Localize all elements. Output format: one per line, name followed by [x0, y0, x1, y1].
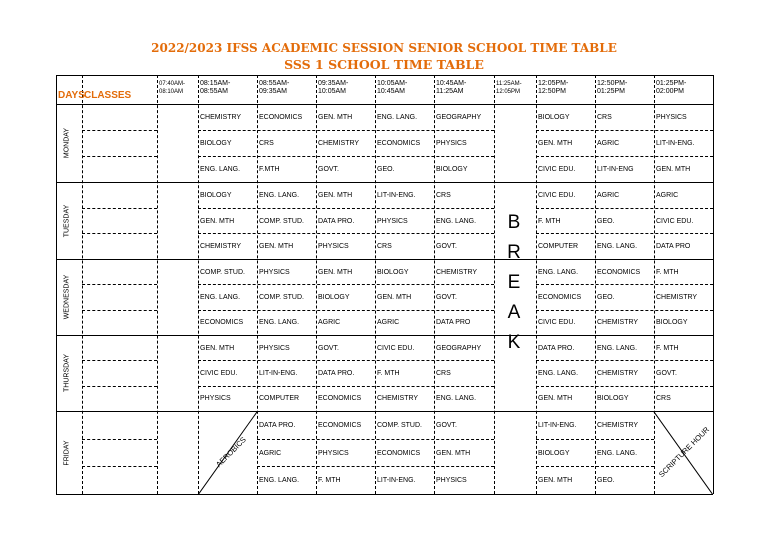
- subject-cell: GOVT.: [656, 370, 678, 377]
- subject-cell: LIT-IN-ENG.: [377, 477, 416, 485]
- grid-line-vertical: [157, 75, 158, 494]
- subject-cell: BIOLOGY: [597, 395, 629, 403]
- subject-cell: CIVIC EDU.: [200, 370, 238, 377]
- subject-cell: LIT-IN-ENG.: [538, 421, 577, 429]
- subject-cell: GEN. MTH: [318, 268, 353, 276]
- page-subtitle: SSS 1 SCHOOL TIME TABLE: [284, 57, 484, 72]
- grid-line-horizontal: [536, 310, 713, 311]
- header-classes: CLASSES: [84, 90, 132, 101]
- subject-cell: F. MTH: [377, 370, 400, 377]
- grid-line-vertical: [713, 75, 714, 494]
- subject-cell: GOVT.: [318, 166, 340, 173]
- subject-cell: GEO.: [377, 166, 395, 173]
- grid-line-horizontal: [56, 494, 713, 495]
- subject-cell: BIOLOGY: [318, 294, 350, 301]
- grid-line-horizontal: [198, 208, 494, 209]
- subject-cell: CRS: [259, 140, 274, 147]
- grid-line-horizontal: [536, 284, 713, 285]
- subject-cell: CHEMISTRY: [200, 114, 242, 121]
- subject-cell: BIOLOGY: [200, 140, 232, 147]
- grid-line-horizontal: [536, 130, 713, 131]
- subject-cell: CRS: [377, 243, 392, 251]
- subject-cell: GEN. MTH: [538, 395, 573, 403]
- subject-cell: F. MTH: [656, 268, 679, 276]
- grid-line-horizontal: [536, 233, 713, 234]
- subject-cell: ENG. LANG.: [200, 166, 241, 173]
- header-time-slot: 09:35AM- 10:05AM: [318, 80, 349, 95]
- scripture-hour-label: SCRIPTURE HOUR: [656, 424, 712, 480]
- subject-cell: DATA PRO.: [318, 217, 355, 225]
- grid-line-horizontal: [198, 386, 494, 387]
- subject-cell: BIOLOGY: [538, 114, 570, 121]
- header-time-slot: 12:05PM- 12:50PM: [538, 80, 569, 95]
- subject-cell: AGRIC: [597, 140, 620, 147]
- subject-cell: COMPUTER: [259, 395, 300, 403]
- grid-line-vertical: [654, 75, 655, 494]
- grid-line-horizontal: [56, 104, 713, 105]
- subject-cell: GEOGRAPHY: [436, 114, 482, 121]
- grid-line-horizontal: [198, 156, 494, 157]
- break-letter: R: [507, 242, 521, 263]
- subject-cell: ENG. LANG.: [597, 344, 638, 352]
- grid-line-horizontal: [82, 386, 157, 387]
- subject-cell: ECONOMICS: [200, 319, 244, 327]
- grid-line-vertical: [316, 75, 317, 494]
- subject-cell: GEN. MTH: [318, 191, 353, 199]
- grid-line-vertical: [536, 75, 537, 494]
- subject-cell: COMP. STUD.: [377, 421, 422, 429]
- subject-cell: PHYSICS: [436, 140, 467, 147]
- subject-cell: GEN. MTH: [200, 217, 235, 225]
- subject-cell: DATA PRO.: [318, 370, 355, 377]
- grid-line-horizontal: [82, 466, 157, 467]
- subject-cell: LIT-IN-ENG.: [656, 140, 695, 147]
- grid-line-horizontal: [198, 360, 494, 361]
- grid-line-horizontal: [198, 233, 494, 234]
- break-letter: B: [507, 212, 521, 233]
- header-time-slot: 10:05AM- 10:45AM: [377, 80, 408, 95]
- grid-line-horizontal: [536, 208, 713, 209]
- subject-cell: F. MTH: [318, 477, 341, 485]
- subject-cell: PHYSICS: [377, 217, 408, 225]
- subject-cell: COMP. STUD.: [259, 294, 304, 301]
- subject-cell: ECONOMICS: [538, 294, 582, 301]
- grid-line-horizontal: [56, 182, 713, 183]
- subject-cell: AGRIC: [318, 319, 341, 327]
- grid-line-horizontal: [536, 386, 713, 387]
- subject-cell: ENG. LANG.: [538, 370, 579, 377]
- subject-cell: F. MTH: [538, 217, 561, 225]
- subject-cell: LIT-IN-ENG: [597, 166, 634, 173]
- subject-cell: CHEMISTRY: [436, 268, 478, 276]
- subject-cell: F.MTH: [259, 166, 280, 173]
- subject-cell: F. MTH: [656, 344, 679, 352]
- diagonal-line: [198, 411, 258, 495]
- subject-cell: GOVT.: [436, 421, 458, 429]
- page-title: 2022/2023 IFSS ACADEMIC SESSION SENIOR SCHOOL TIME TABLE: [151, 41, 617, 55]
- grid-line-horizontal: [82, 156, 157, 157]
- grid-line-horizontal: [56, 411, 713, 412]
- day-label-thursday: THURSDAY: [63, 354, 71, 392]
- grid-line-horizontal: [536, 360, 713, 361]
- subject-cell: CIVIC EDU.: [656, 217, 694, 225]
- subject-cell: AGRIC: [597, 191, 620, 199]
- subject-cell: GEO.: [597, 294, 615, 301]
- day-label-friday: FRIDAY: [63, 439, 71, 466]
- day-label-wednesday: WEDNESDAY: [63, 274, 71, 320]
- subject-cell: CHEMISTRY: [656, 294, 698, 301]
- subject-cell: COMP. STUD.: [259, 217, 304, 225]
- subject-cell: BIOLOGY: [200, 191, 232, 199]
- subject-cell: GEN. MTH: [200, 344, 235, 352]
- subject-cell: CIVIC EDU.: [538, 191, 576, 199]
- subject-cell: BIOLOGY: [656, 319, 688, 327]
- subject-cell: CRS: [436, 370, 451, 377]
- grid-line-vertical: [257, 75, 258, 494]
- header-days: DAYS: [58, 90, 85, 101]
- subject-cell: BIOLOGY: [436, 166, 468, 173]
- subject-cell: CHEMISTRY: [597, 370, 639, 377]
- grid-line-vertical: [82, 75, 83, 494]
- subject-cell: ENG. LANG.: [259, 191, 300, 199]
- subject-cell: PHYSICS: [200, 395, 231, 403]
- subject-cell: PHYSICS: [656, 114, 687, 121]
- subject-cell: DATA PRO.: [259, 421, 296, 429]
- subject-cell: CHEMISTRY: [318, 140, 360, 147]
- subject-cell: ENG. LANG.: [259, 319, 300, 327]
- subject-cell: COMPUTER: [538, 243, 579, 251]
- subject-cell: COMP. STUD.: [200, 268, 245, 276]
- day-label-monday: MONDAY: [63, 127, 71, 159]
- grid-line-horizontal: [198, 284, 494, 285]
- subject-cell: GOVT.: [436, 243, 458, 251]
- header-time-slot: 12:50PM- 01:25PM: [597, 80, 628, 95]
- subject-cell: CRS: [436, 191, 451, 199]
- grid-line-horizontal: [82, 439, 157, 440]
- subject-cell: BIOLOGY: [538, 449, 570, 457]
- grid-line-horizontal: [56, 75, 713, 76]
- subject-cell: GEO.: [597, 477, 615, 485]
- subject-cell: CHEMISTRY: [200, 243, 242, 251]
- subject-cell: ENG. LANG.: [597, 449, 638, 457]
- subject-cell: CIVIC EDU.: [377, 344, 415, 352]
- subject-cell: GEN. MTH: [538, 477, 573, 485]
- break-letter: E: [507, 272, 521, 293]
- grid-line-vertical: [56, 75, 57, 494]
- grid-line-horizontal: [82, 284, 157, 285]
- subject-cell: ENG. LANG.: [597, 243, 638, 251]
- grid-line-vertical: [434, 75, 435, 494]
- subject-cell: DATA PRO.: [538, 344, 575, 352]
- subject-cell: BIOLOGY: [377, 268, 409, 276]
- subject-cell: PHYSICS: [259, 344, 290, 352]
- subject-cell: ECONOMICS: [259, 114, 303, 121]
- subject-cell: ENG. LANG.: [259, 477, 300, 485]
- grid-line-horizontal: [56, 335, 713, 336]
- subject-cell: GEN. MTH: [538, 140, 573, 147]
- header-time-slot: 08:55AM- 09:35AM: [259, 80, 290, 95]
- header-time-slot: 01:25PM- 02:00PM: [656, 80, 687, 95]
- subject-cell: ECONOMICS: [377, 449, 421, 457]
- grid-line-vertical: [198, 75, 199, 494]
- diagonal-line: [653, 411, 713, 495]
- subject-cell: ENG. LANG.: [538, 268, 579, 276]
- subject-cell: AGRIC: [377, 319, 400, 327]
- subject-cell: CHEMISTRY: [597, 319, 639, 327]
- subject-cell: AGRIC: [259, 449, 282, 457]
- break-letter: A: [507, 302, 521, 323]
- grid-line-horizontal: [198, 310, 494, 311]
- break-letter: K: [507, 332, 521, 353]
- grid-line-horizontal: [198, 130, 494, 131]
- grid-line-horizontal: [82, 130, 157, 131]
- subject-cell: GEN. MTH: [318, 114, 353, 121]
- grid-line-horizontal: [82, 360, 157, 361]
- grid-line-vertical: [375, 75, 376, 494]
- aerobics-label: AEROBICS: [214, 435, 248, 469]
- subject-cell: CIVIC EDU.: [538, 319, 576, 327]
- grid-line-horizontal: [82, 310, 157, 311]
- grid-line-horizontal: [56, 259, 713, 260]
- subject-cell: LIT-IN-ENG.: [377, 191, 416, 199]
- grid-line-horizontal: [82, 233, 157, 234]
- subject-cell: CRS: [656, 395, 671, 403]
- subject-cell: ECONOMICS: [377, 140, 421, 147]
- grid-line-vertical: [494, 75, 495, 494]
- subject-cell: CRS: [597, 114, 612, 121]
- subject-cell: GEN. MTH: [656, 166, 691, 173]
- subject-cell: PHYSICS: [436, 477, 467, 485]
- subject-cell: PHYSICS: [318, 449, 349, 457]
- subject-cell: GOVT.: [318, 344, 340, 352]
- header-time-slot: 11:25AM- 12:05PM: [496, 81, 522, 95]
- subject-cell: CHEMISTRY: [597, 421, 639, 429]
- subject-cell: GEN. MTH: [259, 243, 294, 251]
- subject-cell: ENG. LANG.: [377, 114, 418, 121]
- grid-line-horizontal: [536, 156, 713, 157]
- subject-cell: LIT-IN-ENG.: [259, 370, 298, 377]
- subject-cell: DATA PRO: [436, 319, 471, 327]
- header-time-slot: 10:45AM- 11:25AM: [436, 80, 467, 95]
- subject-cell: CHEMISTRY: [377, 395, 419, 403]
- subject-cell: AGRIC: [656, 191, 679, 199]
- header-time-slot: 08:15AM- 08:55AM: [200, 80, 231, 95]
- subject-cell: ENG. LANG.: [436, 395, 477, 403]
- subject-cell: ENG. LANG.: [436, 217, 477, 225]
- subject-cell: GEO.: [597, 217, 615, 225]
- subject-cell: DATA PRO: [656, 243, 691, 251]
- subject-cell: PHYSICS: [318, 243, 349, 251]
- subject-cell: GEN. MTH: [377, 294, 412, 301]
- subject-cell: ECONOMICS: [597, 268, 641, 276]
- subject-cell: CIVIC EDU.: [538, 166, 576, 173]
- subject-cell: PHYSICS: [259, 268, 290, 276]
- subject-cell: ENG. LANG.: [200, 294, 241, 301]
- subject-cell: GEOGRAPHY: [436, 344, 482, 352]
- day-label-tuesday: TUESDAY: [63, 204, 71, 237]
- grid-line-horizontal: [82, 208, 157, 209]
- grid-line-vertical: [595, 75, 596, 494]
- subject-cell: ECONOMICS: [318, 421, 362, 429]
- header-time-slot: 07:40AM- 08:10AM: [159, 81, 186, 95]
- subject-cell: GEN. MTH: [436, 449, 471, 457]
- subject-cell: ECONOMICS: [318, 395, 362, 403]
- subject-cell: GOVT.: [436, 294, 458, 301]
